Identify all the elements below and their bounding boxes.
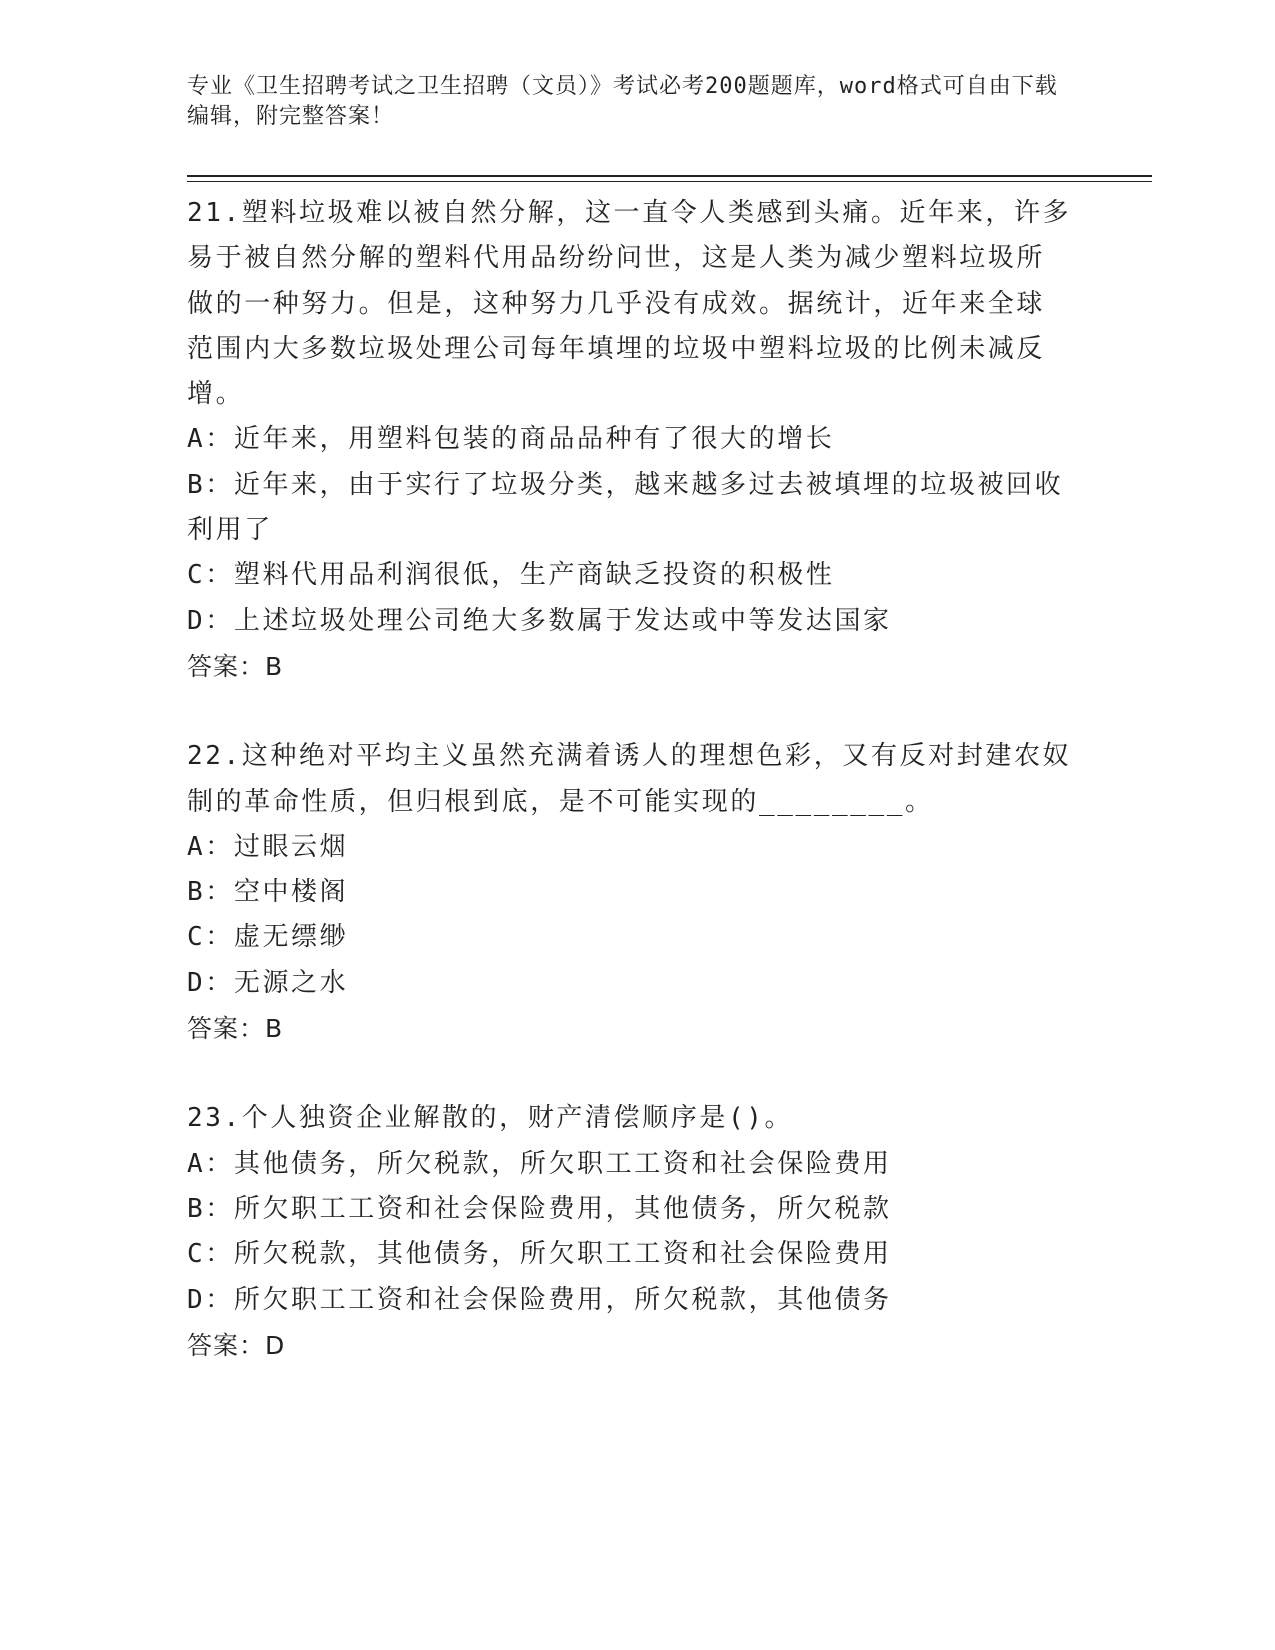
option-b: B：近年来，由于实行了垃圾分类，越来越多过去被填埋的垃圾被回收利用了 <box>187 469 1064 546</box>
question-21 <box>187 191 1072 689</box>
option-c: C：所欠税款，其他债务，所欠职工工资和社会保险费用 <box>187 1239 892 1270</box>
option-b: B：所欠职工工资和社会保险费用，其他债务，所欠税款 <box>187 1193 892 1224</box>
header-divider-thin <box>187 181 1152 182</box>
option-a: A：过眼云烟 <box>187 831 349 862</box>
question-stem: 22.这种绝对平均主义虽然充满着诱人的理想色彩，又有反对封建农奴制的革命性质，但归根到底，是不可能实现的________。 <box>187 741 1072 817</box>
option-d: D：上述垃圾处理公司绝大多数属于发达或中等发达国家 <box>187 605 892 636</box>
option-c: C：塑料代用品利润很低，生产商缺乏投资的积极性 <box>187 560 835 591</box>
option-d: D：无源之水 <box>187 967 349 998</box>
question-stem: 21.塑料垃圾难以被自然分解，这一直令人类感到头痛。近年来，许多易于被自然分解的塑料代用品纷纷问世，这是人类为减少塑料垃圾所做的一种努力。但是，这种努力几乎没有成效。据统计，近年来全球范围内大多数垃圾处理公司每年填埋的垃圾中塑料垃圾的比例未减反增。 <box>187 198 1072 410</box>
option-a: A：其他债务，所欠税款，所欠职工工资和社会保险费用 <box>187 1148 892 1179</box>
header-divider-thick <box>187 175 1152 177</box>
question-list <box>187 191 1072 1368</box>
answer-line: 答案：B <box>187 651 284 681</box>
question-spacer <box>187 1051 1072 1096</box>
option-c: C：虚无缥缈 <box>187 922 349 953</box>
question-22 <box>187 734 1072 1051</box>
answer-line: 答案：D <box>187 1330 286 1360</box>
answer-line: 答案：B <box>187 1014 284 1044</box>
option-b: B：空中楼阁 <box>187 877 349 908</box>
question-stem: 23.个人独资企业解散的，财产清偿顺序是()。 <box>187 1103 794 1134</box>
option-d: D：所欠职工工资和社会保险费用，所欠税款，其他债务 <box>187 1284 892 1315</box>
document-header: 专业《卫生招聘考试之卫生招聘（文员）》考试必考200题题库，word格式可自由下载编辑，附完整答案！ <box>187 74 1058 129</box>
question-23 <box>187 1096 1072 1368</box>
option-a: A：近年来，用塑料包装的商品品种有了很大的增长 <box>187 424 835 455</box>
question-spacer <box>187 689 1072 734</box>
